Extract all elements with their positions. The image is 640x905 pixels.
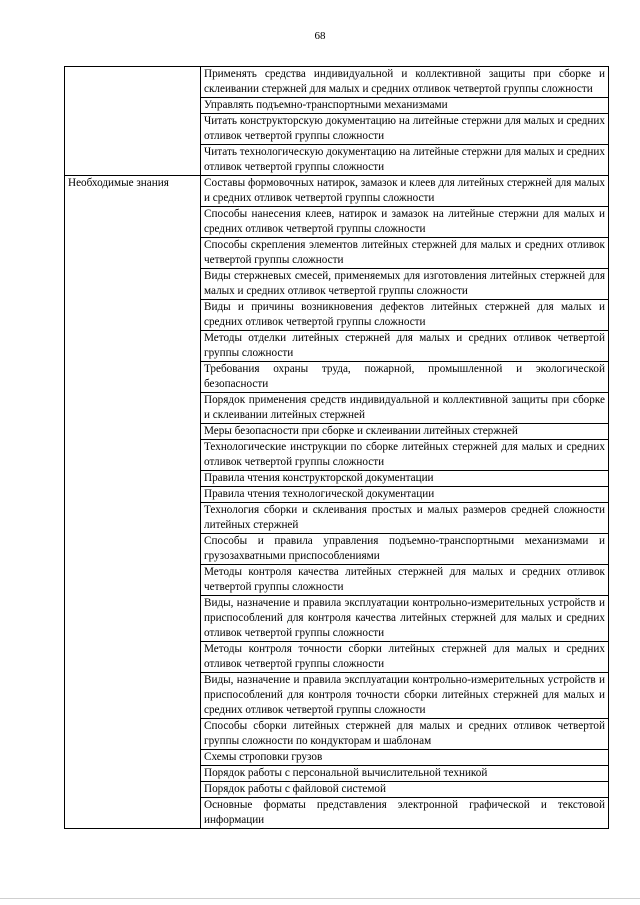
skill-item: Читать технологическую документацию на литейные стержни для малых и средних отливок четвертой группы сложности: [201, 145, 609, 176]
knowledge-item: Правила чтения конструкторской документации: [201, 471, 609, 487]
knowledge-item: Виды, назначение и правила эксплуатации контрольно-измерительных устройств и приспособлений для контроля точности сборки литейных стержней для малых и средних отливок четвертой группы сложности: [201, 673, 609, 719]
knowledge-item: Схемы строповки грузов: [201, 750, 609, 766]
table-row: [65, 67, 609, 98]
knowledge-item: Технологические инструкции по сборке литейных стержней для малых и средних отливок четвертой группы сложности: [201, 440, 609, 471]
knowledge-item: Способы нанесения клеев, натирок и замазок на литейные стержни для малых и средних отливок четвертой группы сложности: [201, 207, 609, 238]
knowledge-item: Порядок работы с файловой системой: [201, 782, 609, 798]
knowledge-item: Требования охраны труда, пожарной, промышленной и экологической безопасности: [201, 362, 609, 393]
skill-item: Читать конструкторскую документацию на литейные стержни для малых и средних отливок четвертой группы сложности: [201, 114, 609, 145]
knowledge-item: Методы контроля качества литейных стержней для малых и средних отливок четвертой группы сложности: [201, 565, 609, 596]
skill-item: Управлять подъемно-транспортными механизмами: [201, 98, 609, 114]
knowledge-item: Правила чтения технологической документации: [201, 487, 609, 503]
knowledge-item: Виды и причины возникновения дефектов литейных стержней для малых и средних отливок четвертой группы сложности: [201, 300, 609, 331]
skills-label-cell: [65, 67, 201, 176]
knowledge-item: Методы контроля точности сборки литейных стержней для малых и средних отливок четвертой группы сложности: [201, 642, 609, 673]
requirements-table: [64, 66, 609, 829]
table-row: [65, 176, 609, 207]
knowledge-label: Необходимые знания: [65, 176, 201, 829]
knowledge-item: Порядок применения средств индивидуальной и коллективной защиты при сборке и склеивании литейных стержней: [201, 393, 609, 424]
knowledge-item: Составы формовочных натирок, замазок и клеев для литейных стержней для малых и средних отливок четвертой группы сложности: [201, 176, 609, 207]
knowledge-item: Виды, назначение и правила эксплуатации контрольно-измерительных устройств и приспособлений для контроля качества литейных стержней для малых и средних отливок четвертой группы сложности: [201, 596, 609, 642]
knowledge-item: Способы и правила управления подъемно-транспортными механизмами и грузозахватными приспособлениями: [201, 534, 609, 565]
knowledge-item: Способы скрепления элементов литейных стержней для малых и средних отливок четвертой группы сложности: [201, 238, 609, 269]
knowledge-item: Способы сборки литейных стержней для малых и средних отливок четвертой группы сложности по кондукторам и шаблонам: [201, 719, 609, 750]
knowledge-item: Основные форматы представления электронной графической и текстовой информации: [201, 798, 609, 829]
page-bottom-divider: [0, 898, 640, 899]
page-number: 68: [314, 30, 326, 42]
knowledge-item: Меры безопасности при сборке и склеивании литейных стержней: [201, 424, 609, 440]
knowledge-item: Порядок работы с персональной вычислительной техникой: [201, 766, 609, 782]
knowledge-item: Методы отделки литейных стержней для малых и средних отливок четвертой группы сложности: [201, 331, 609, 362]
knowledge-item: Виды стержневых смесей, применяемых для изготовления литейных стержней для малых и средних отливок четвертой группы сложности: [201, 269, 609, 300]
skill-item: Применять средства индивидуальной и коллективной защиты при сборке и склеивании стержней для малых и средних отливок четвертой группы сложности: [201, 67, 609, 98]
knowledge-item: Технология сборки и склеивания простых и малых размеров средней сложности литейных стержней: [201, 503, 609, 534]
